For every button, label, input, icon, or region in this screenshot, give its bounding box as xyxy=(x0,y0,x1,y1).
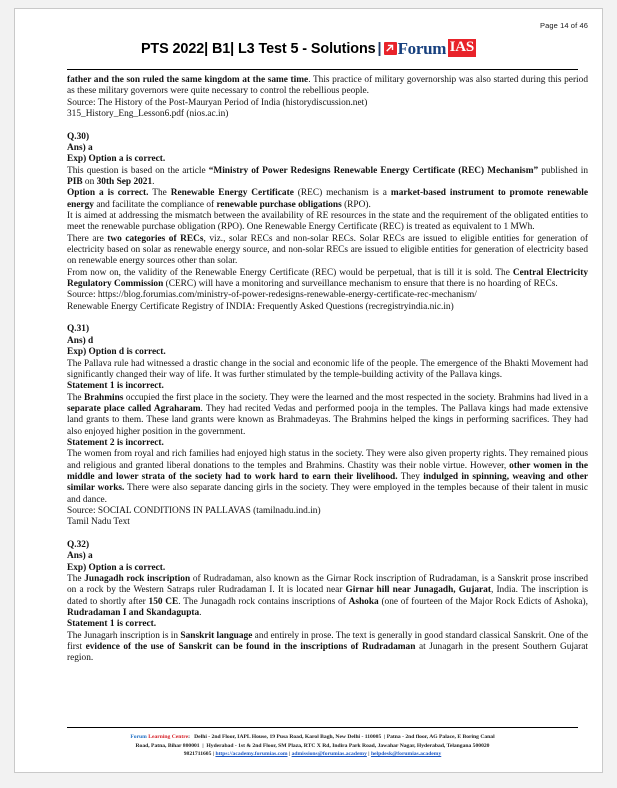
paragraph-continued xyxy=(67,75,588,98)
source-line: Source: https://blog.forumias.com/ministry-of-power-redesigns-renewable-energy-certificate-rec-mechanism/ xyxy=(67,290,477,301)
logo-wordmark-ias: IAS xyxy=(449,39,475,55)
explanation-label: Exp) Option a is correct. xyxy=(67,154,166,165)
explanation-paragraph: It is aimed at addressing the mismatch between the availability of RE resources in the state and the requirement of the obligated entities to meet the renewable purchase obligation (RPO). One Renewable Energy Certificate (REC) is treated as equivalent to 1 MWh. xyxy=(67,211,588,233)
text-run: There are xyxy=(67,233,108,244)
paragraph-spacer xyxy=(67,529,588,540)
text-run: The xyxy=(67,392,84,403)
question-label-q32 xyxy=(67,540,588,551)
document-footer xyxy=(45,733,580,758)
question-label-q30 xyxy=(67,132,588,143)
question-number: Q.31) xyxy=(67,324,90,335)
text-run: occupied the first place in the society. They were the learned and the most respected in the society. Brahmins had lived in a xyxy=(123,392,588,403)
footer-brand-forum: Forum xyxy=(130,734,147,741)
document-page xyxy=(14,8,603,773)
text-run: From now on, the validity of the Renewable Energy Certificate (REC) would be perpetual, that is till it is sold. The xyxy=(67,267,513,278)
statement-heading xyxy=(67,619,588,630)
logo-wordmark-forum: Forum xyxy=(397,38,447,58)
text-run-bold: Rudradaman I and Skandagupta xyxy=(67,608,200,619)
header-divider xyxy=(67,69,578,70)
footer-separator: | xyxy=(368,750,370,757)
statement-heading xyxy=(67,438,588,449)
paragraph-bold-lead: father and the son ruled the same kingdom at the same time xyxy=(67,75,309,85)
explanation-label: Exp) Option d is correct. xyxy=(67,347,166,358)
text-run: . The Junagadh rock contains inscriptions of xyxy=(178,596,349,607)
explanation-paragraph xyxy=(67,574,588,619)
explanation-heading-q31 xyxy=(67,347,588,358)
explanation-paragraph xyxy=(67,188,588,211)
page-title: PTS 2022| B1| L3 Test 5 - Solutions xyxy=(140,41,376,57)
paragraph-text: . This practice of military governorship was also started during this period as these military governors were quite necessary to control the rebellious people. xyxy=(67,75,588,97)
footer-phone: 9821711605 xyxy=(183,750,212,757)
text-run: and entirely in prose. The text is generally in good standard classical Sanskrit. One of the first xyxy=(67,630,588,653)
document-header xyxy=(15,35,602,71)
footer-email-admissions-link[interactable]: admissions@forumias.academy xyxy=(291,750,367,757)
statement-heading xyxy=(67,381,588,392)
explanation-paragraph xyxy=(67,268,588,291)
statement-label: Statement 1 is incorrect. xyxy=(67,381,164,392)
text-run: The women from royal and rich families had enjoyed high status in the society. They were also given property rights. They remained pious and religious and granted liberal donations to the temples and Brahmins. Chastity was their noble virtue. However, xyxy=(67,449,588,471)
text-run-bold: Girnar hill near Junagadh, Gujarat xyxy=(345,585,491,596)
document-body xyxy=(67,75,588,665)
answer-line-q31 xyxy=(67,336,588,347)
text-run-bold: PIB xyxy=(67,177,83,188)
source-line: 315_History_Eng_Lesson6.pdf (nios.ac.in) xyxy=(67,109,229,120)
text-run: This question is based on the article xyxy=(67,165,209,176)
question-number: Q.30) xyxy=(67,131,90,142)
text-run-bold: Central Electricity Regulatory Commission xyxy=(67,267,588,290)
footer-line-1 xyxy=(45,733,580,741)
text-run-bold: other women in the middle and lower strata of the society had to work hard to earn their livelihood. xyxy=(67,460,588,482)
arrow-up-right-icon xyxy=(384,42,397,55)
answer-value: Ans) a xyxy=(67,551,93,562)
text-run-bold: Brahmins xyxy=(83,392,124,403)
text-run: . They had recited Vedas and performed pooja in the temples. The Pallava kings had made extensive land grants to them. These land grants were known as Brahmadeyas. The Brahmins helped the kings in performing sacrifices. They had also enjoyed higher position in the government. xyxy=(67,403,589,437)
footer-website-link[interactable]: https://academy.forumias.com xyxy=(215,750,288,757)
source-line: Source: SOCIAL CONDITIONS IN PALLAVAS (tamilnadu.ind.in) xyxy=(67,505,321,516)
footer-separator: | xyxy=(202,742,204,749)
explanation-paragraph: The Pallava rule had witnessed a drastic change in the social and economic life of the people. The emergence of the Bhakti Movement had significantly changed their way of life. It was further stimulated by the temple-building activity of the Pallava kings. xyxy=(67,358,588,380)
paragraph-spacer xyxy=(67,313,588,324)
text-run-bold: “Ministry of Power Redesigns Renewable Energy Certificate (REC) Mechanism” xyxy=(208,165,539,176)
footer-address-patna-b: Road, Patna, Bihar 800001 xyxy=(135,742,200,749)
forumias-logo xyxy=(384,39,476,57)
text-run-bold: renewable purchase obligations xyxy=(216,199,342,210)
text-run: , viz., solar RECs and non-solar RECs. Solar RECs are issued to eligible entities for generation of electricity based on solar as renewable energy source, and non-solar RECs are issued to eligible entities for generation of electricity based on renewable energy sources other than solar. xyxy=(67,233,588,267)
explanation-heading-q32 xyxy=(67,563,588,574)
text-run: (REC) mechanism is a xyxy=(293,188,391,199)
statement-paragraph xyxy=(67,449,588,506)
text-run: . xyxy=(152,177,155,188)
text-run-bold: Option a is correct. xyxy=(67,188,149,199)
page-number-label: Page 14 of 46 xyxy=(539,21,588,30)
explanation-label: Exp) Option a is correct. xyxy=(67,562,166,573)
footer-separator: | xyxy=(384,734,386,741)
text-run: They xyxy=(397,471,424,482)
text-run: (CERC) will have a monitoring and surveillance mechanism to ensure that there is no hoarding of RECs. xyxy=(163,279,558,290)
text-run: There were also separate dancing girls in the society. They were employed in the temples because of their talent in music and dance. xyxy=(67,483,588,505)
footer-divider xyxy=(67,727,578,728)
source-line: Source: The History of the Post-Mauryan Period of India (historydiscussion.net) xyxy=(67,97,368,108)
text-run-bold: market-based instrument to promote renewable energy xyxy=(67,188,589,210)
text-run-bold: evidence of the use of Sanskrit can be found in the inscriptions of Rudradaman xyxy=(85,642,416,653)
text-run: (RPO). xyxy=(341,199,371,210)
explanation-paragraph xyxy=(67,234,588,268)
text-run: published in xyxy=(538,165,588,176)
text-run-bold: 150 CE xyxy=(148,596,179,607)
footer-address-delhi: Delhi - 2nd Floor, IAPL House, 19 Pusa Road, Karol Bagh, New Delhi - 110005 xyxy=(194,734,382,741)
source-line: Tamil Nadu Text xyxy=(67,517,130,528)
text-run-bold: Ashoka xyxy=(348,596,379,607)
text-run: , India. The inscription is dated to shortly after xyxy=(67,585,588,607)
text-run-bold: two categories of RECs xyxy=(107,233,204,244)
text-run: . xyxy=(199,608,202,619)
text-run: at Junagarh in the present Southern Gujarat region. xyxy=(67,642,589,664)
text-run: The xyxy=(67,573,85,584)
text-run: (one of fourteen of the Major Rock Edicts of Ashoka), xyxy=(378,596,588,607)
text-run: on xyxy=(82,177,97,188)
text-run: and facilitate the compliance of xyxy=(93,199,217,210)
statement-label: Statement 2 is incorrect. xyxy=(67,437,164,448)
text-run-bold: 30th Sep 2021 xyxy=(96,177,153,188)
footer-colon: : xyxy=(188,734,190,741)
statement-label: Statement 1 is correct. xyxy=(67,619,157,630)
answer-line-q32 xyxy=(67,551,588,562)
question-number: Q.32) xyxy=(67,539,90,550)
footer-address-hyderabad: Hyderabad - 1st & 2nd Floor, SM Plaza, RTC X Rd, Indira Park Road, Jawahar Nagar, Hyderabad, Telangana 500020 xyxy=(206,742,490,749)
question-label-q31 xyxy=(67,324,588,335)
text-run-bold: Junagadh rock inscription xyxy=(84,573,191,584)
footer-brand-learning-centre: Learning Centre xyxy=(148,734,189,741)
title-separator: | xyxy=(377,41,382,57)
footer-separator: | xyxy=(212,750,215,757)
text-run-bold: indulged in spinning, weaving and other similar works. xyxy=(67,471,588,494)
statement-paragraph xyxy=(67,393,588,438)
text-run: of Rudradaman, also known as the Girnar Rock inscription of Rudradaman, is a Sanskrit prose inscribed on a rock by the Western Satraps ruler Rudradaman I. It is located near xyxy=(67,573,588,596)
text-run-bold: separate place called Agraharam xyxy=(67,403,201,414)
answer-line-q30 xyxy=(67,143,588,154)
explanation-paragraph xyxy=(67,166,588,189)
statement-paragraph xyxy=(67,631,588,665)
footer-line-3 xyxy=(45,750,580,758)
footer-email-helpdesk-link[interactable]: helpdesk@forumias.academy xyxy=(370,750,442,757)
text-run: The xyxy=(148,188,171,199)
footer-address-patna-a: Patna - 2nd floor, AG Palace, E Boring Canal xyxy=(386,734,495,741)
footer-line-2 xyxy=(45,742,580,750)
text-run: The Junagarh inscription is in xyxy=(67,630,181,641)
text-run-bold: Renewable Energy Certificate xyxy=(170,188,294,199)
text-run-bold: Sanskrit language xyxy=(180,630,253,641)
footer-separator: | xyxy=(288,750,291,757)
answer-value: Ans) a xyxy=(67,143,93,154)
source-line: Renewable Energy Certificate Registry of INDIA: Frequently Asked Questions (recregistryindia.nic.in) xyxy=(67,301,454,312)
explanation-heading-q30 xyxy=(67,154,588,165)
answer-value: Ans) d xyxy=(67,335,94,346)
paragraph-spacer xyxy=(67,120,588,131)
